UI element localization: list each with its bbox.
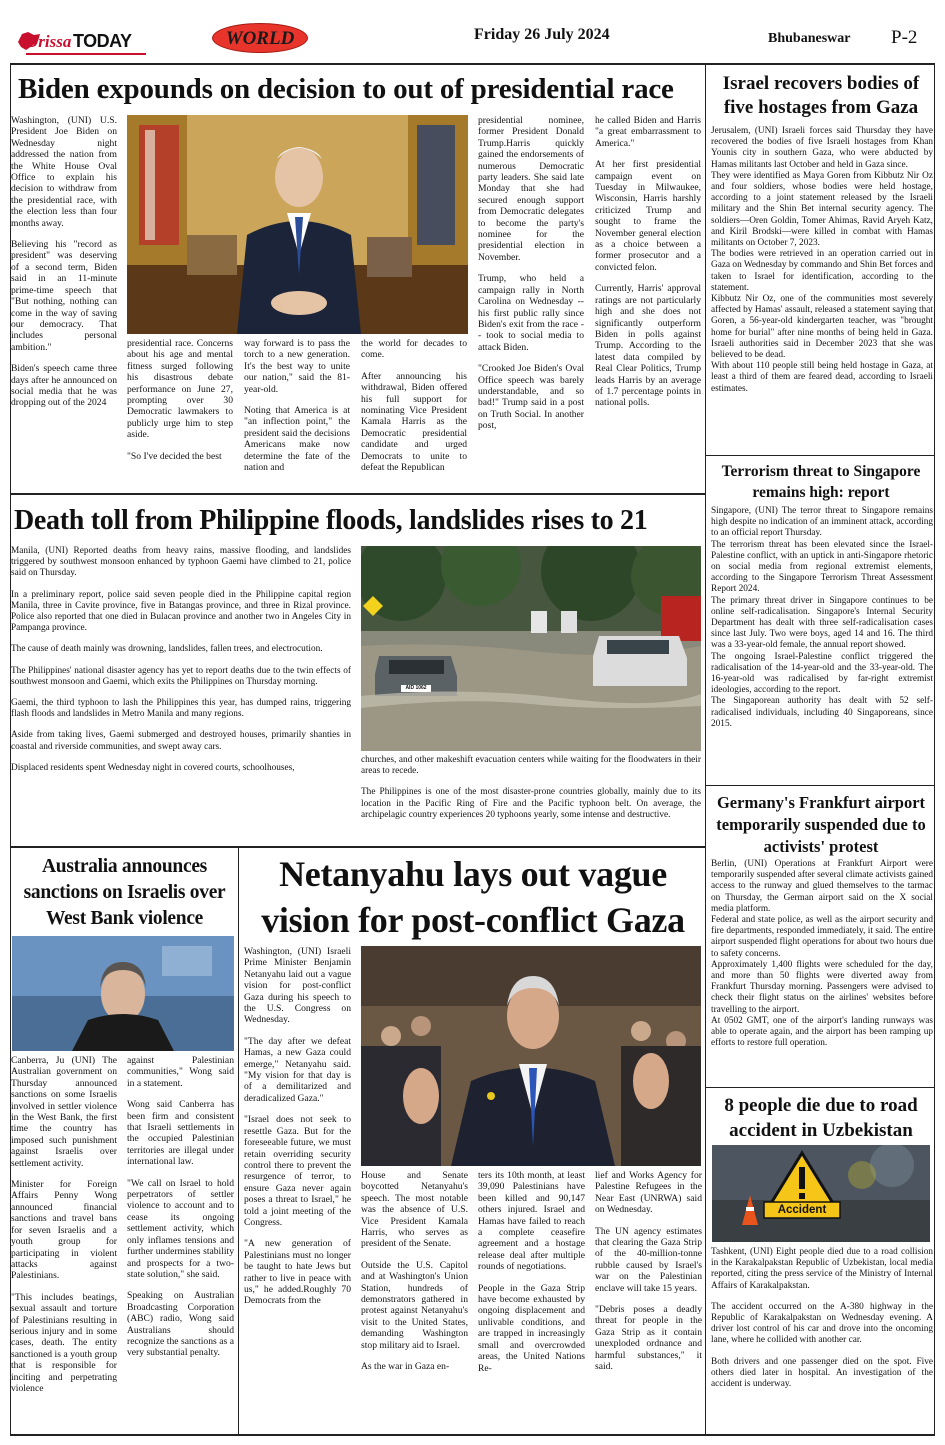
logo-orissa: Orissa	[26, 32, 72, 51]
biden-col-2	[127, 338, 233, 462]
biden-paragraph: way forward is to pass the torch to a new generation. It's the best way to unite our nation," said the 81-year-old.	[244, 338, 350, 395]
page-number: P-2	[891, 27, 918, 48]
israel-paragraph: Kibbutz Nir Oz, one of the communities most severely affected by Hamas' assault, released a statement saying that Goren, a 56-year-old kindergarten teacher, was "brought home for burial" after nine months of being held in Gaza. Israeli authorities said in December 2023 that she was believed to be dead.	[711, 294, 933, 361]
biden-paragraph: Believing his "record as president" was deserving of a second term, Biden said in an 11-minute prime-time speech that "But nothing, nothing can come in the way of saving our democracy. That includes personal ambition."	[11, 239, 117, 353]
netanyahu-paragraph: The UN agency estimates that clearing the Gaza Strip of the 40-million-tonne rubble caused by Israel's war on the Palestinian enclave will take 15 years.	[595, 1225, 702, 1294]
israel-headline: Israel recovers bodies of five hostages from Gaza	[722, 73, 920, 118]
floods-paragraph: The cause of death mainly was drowning, landslides, fallen trees, and electrocution.	[11, 644, 323, 655]
city-name: Bhubaneswar	[768, 31, 851, 46]
netanyahu-paragraph: "Israel does not seek to resettle Gaza. But for the foreseeable future, we must retain overriding security control there to prevent the resurgence of terror, to ensure Gaza never again poses a threat to Israel," he told a joint meeting of the Congress.	[244, 1114, 351, 1228]
biden-col-3	[244, 338, 350, 473]
floods-paragraph: churches, and other makeshift evacuation centers while waiting for the floodwaters in their areas to recede.	[361, 755, 701, 777]
newspaper-logo[interactable]	[16, 26, 151, 60]
accident-sign-photo	[712, 1145, 930, 1242]
section-label: WORLD	[225, 28, 295, 49]
issue-date: Friday 26 July 2024	[474, 26, 610, 43]
biden-col-4	[361, 338, 467, 473]
floods-paragraph: The Philippines is one of the most disaster-prone countries globally, mainly due to its location in the Pacific Ring of Fire and the Pacific typhoon belt. On average, the archipelagic country experiences 20 typhoons yearly, some intense and destructive.	[361, 787, 701, 820]
singapore-body	[711, 506, 933, 730]
uzbek-paragraph: Tashkent, (UNI) Eight people died due to a road collision in the Karakalpakstan Republic of Uzbekistan, local media reported, citing the press service of the Ministry of Internal Affairs of Karakalpakstan.	[711, 1247, 933, 1291]
biden-paragraph: he called Biden and Harris "a great embarrassment to America."	[595, 115, 701, 149]
flood-street-photo	[361, 546, 701, 751]
singapore-paragraph: The terrorism threat has been elevated since the Israel-Palestine conflict, with an uptick in anti-Singapore rhetoric on social media from regional extremist elements, according to the Singapore Terrorism Threat Assessment Report 2024.	[711, 539, 933, 595]
biden-paragraph: Biden's speech came three days after he announced on social media that he was dropping out of the 2024	[11, 363, 117, 409]
netanyahu-paragraph: As the war in Gaza en-	[361, 1361, 450, 1373]
australia-paragraph: "We call on Israel to hold perpetrators of settler violence to account and to cease its ongoing settlement activity, which only inflames tensions and further undermines stability and prospects for a two-state solution," she said.	[127, 1177, 234, 1280]
floods-paragraph: Manila, (UNI) Reported deaths from heavy rains, massive flooding, and landslides triggered by southwest monsoon enhanced by typhoon Gaemi have climbed to 21, police said on Thursday.	[11, 546, 351, 579]
biden-paragraph: presidential nominee, former President Donald Trump.Harris quickly gained the endorsements of numerous Democratic party leaders. She said late Monday that she had secured enough support from Democratic delegates to become the party's nominee for the presidential election in November.	[478, 115, 584, 263]
biden-paragraph: "So I've decided the best	[127, 450, 222, 462]
australia-paragraph: Canberra, Ju (UNI) The Australian government on Thursday announced sanctions on some Israelis involved in settler violence in the West Bank, the first time the country has imposed such punishment against Israelis over settlement activity.	[11, 1055, 117, 1169]
israel-paragraph: They were identified as Maya Goren from Kibbutz Nir Oz and four soldiers, whose bodies were held hostage, according to a joint statement released by the Israeli military and the Shin Bet internal security agency. The soldiers—Oren Goldin, Tomer Ahimas, Ravid Aryeh Katz, and Kiril Brodski—were killed in combat with Hamas militants on October 7, 2023.	[711, 170, 933, 249]
floods-paragraph: Displaced residents spent Wednesday night in covered courts, schoolhouses,	[11, 762, 295, 773]
australia-divider	[238, 848, 239, 1435]
sidebar-rule-2	[706, 785, 934, 786]
frankfurt-paragraph: Federal and state police, as well as the airport security and fire departments, responded immediately, it said. The entire airport suspended flight operations for about two hours due to safety concerns.	[711, 915, 933, 959]
section-badge	[212, 23, 308, 53]
frankfurt-paragraph: Berlin, (UNI) Operations at Frankfurt Airport were temporarily suspended after several climate activists gained access to the runway and glued themselves to the tarmac on Thursday, the German airport said on the X social media platform.	[711, 859, 934, 914]
frankfurt-paragraph: At 0502 GMT, one of the airport's landing runways was able to operate again, and the airport has been ramping up efforts to restore full operation.	[711, 1015, 933, 1049]
netanyahu-paragraph: People in the Gaza Strip have become exhausted by ongoing displacement and unlivable conditions, and are trapped in increasingly small and overcrowded areas, the United Nations Re-	[478, 1282, 585, 1374]
australia-col-2	[127, 1055, 234, 1359]
biden-paragraph: Noting that America is at "an inflection point," the president said the decisions Americans make now determine the fate of the nation and	[244, 405, 350, 474]
floods-right-col	[361, 755, 701, 821]
flood-photo-illustration	[361, 546, 701, 751]
singapore-paragraph: Singapore, (UNI) The terror threat to Singapore remains high despite no indication of an imminent attack, according to an official report Thursday.	[711, 506, 933, 539]
singapore-paragraph: The primary threat driver in Singapore continues to be online self-radicalisation. Singapore's Internal Security Department has dealt with three self-radicalisation cases since last July. Two were boys, aged 14 and 16. The third was a 33-year-old female, the annual report showed.	[711, 595, 933, 651]
uzbek-headline: 8 people die due to road accident in Uzbekistan	[724, 1095, 918, 1141]
israel-paragraph: The bodies were retrieved in an operation carried out in Gaza on Wednesday by commando and Shin Bet forces and taken to Israel for identification, according to the statement.	[711, 249, 933, 293]
australia-paragraph: Minister for Foreign Affairs Penny Wong announced financial sanctions and travel bans for seven Israelis and a youth group for participating in violent attacks against Palestinians.	[11, 1179, 117, 1282]
biden-col-6	[595, 115, 701, 409]
penny-wong-photo	[12, 936, 234, 1051]
israel-body	[711, 126, 933, 395]
biden-oval-office-photo	[127, 115, 468, 334]
singapore-paragraph: The Singaporean authority has dealt with 52 self-radicalised individuals, including 40 Singaporeans, since 2015.	[711, 696, 933, 729]
netanyahu-paragraph: "A new generation of Palestinians must no longer be taught to hate Jews but rather to live in peace with us," he added.Roughly 70 Democrats from the	[244, 1238, 351, 1307]
biden-bottom-rule	[10, 493, 705, 495]
biden-paragraph: At her first presidential campaign event on Tuesday in Milwaukee, Wisconsin, Harris harshly criticized Trump and sought to frame the November general election as a choice between a former prosecutor and a convicted felon.	[595, 159, 701, 273]
wong-photo-illustration	[12, 936, 234, 1051]
accident-sign-label: Accident	[777, 1204, 827, 1216]
accident-photo-illustration	[712, 1145, 930, 1242]
israel-paragraph: With about 110 people still being held hostage in Gaza, at least a third of them are feared dead, according to Israeli estimates.	[711, 361, 933, 394]
floods-paragraph: The Philippines' national disaster agency has yet to report deaths due to the twin effects of southwest monsoon and Gaemi, which exits the Philippines on Thursday morning.	[11, 665, 351, 687]
israel-paragraph: Jerusalem, (UNI) Israeli forces said Thursday they have recovered the bodies of five Israeli hostages from Khan Younis city in southern Gaza, who were abducted by Hamas militants last October and held in Gaza since.	[711, 126, 933, 170]
netanyahu-paragraph: lief and Works Agency for Palestine Refugees in the Near East (UNRWA) said on Wednesday.	[595, 1170, 702, 1216]
floods-headline: Death toll from Philippine floods, landslides rises to 21	[14, 505, 648, 536]
logo-underline	[26, 53, 146, 55]
uzbek-body	[711, 1247, 933, 1390]
biden-headline: Biden expounds on decision to out of presidential race	[18, 73, 674, 105]
netanyahu-photo-illustration	[361, 946, 701, 1166]
biden-paragraph: Currently, Harris' approval ratings are not particularly high and she does not significantly outperform Biden in polls against Trump. According to the latest data compiled by Real Clear Politics, Trump leads Harris by an average of 1.7 percentage points in national polls.	[595, 283, 701, 409]
frankfurt-headline: Germany's Frankfurt airport temporarily suspended due to activists' protest	[716, 793, 926, 856]
biden-paragraph: the world for decades to come.	[361, 338, 467, 361]
netanyahu-congress-photo	[361, 946, 701, 1166]
netanyahu-paragraph: Washington, (UNI) Israeli Prime Minister Benjamin Netanyahu laid out a vague vision for post-conflict Gaza during his speech to the U.S. Congress on Wednesday.	[244, 946, 351, 1026]
floods-paragraph: Aside from taking lives, Gaemi submerged and destroyed houses, primarily shanties in coastal and riverside communities, and swept away cars.	[11, 730, 351, 752]
floods-paragraph: Gaemi, the third typhoon to lash the Philippines this year, has dumped rains, triggering flash floods and landslides in Metro Manila and many regions.	[11, 698, 351, 720]
netanyahu-col-2	[361, 1170, 468, 1373]
netanyahu-col-3	[478, 1170, 585, 1374]
biden-paragraph: After announcing his withdrawal, Biden offered his full support for nominating Vice President Kamala Harris as the Democratic presidential candidate and urged Democrats to unite to defeat the Republican	[361, 370, 467, 474]
frankfurt-paragraph: Approximately 1,400 flights were scheduled for the day, and more than 50 flights were diverted away from Frankfurt Thursday morning. Passengers were advised to check their flight status on the airlines' websites before travelling to the airport.	[711, 959, 933, 1015]
australia-paragraph: "This includes beatings, sexual assault and torture of Palestinians resulting in serious injury and in some cases, death. The entity sanctioned is a youth group that is responsible for inciting and perpetrating violence	[11, 1291, 117, 1394]
biden-paragraph: "Crooked Joe Biden's Oval Office speech was barely understandable, and so bad!" Trump said in a post on Truth Social. In another post,	[478, 363, 584, 432]
netanyahu-paragraph: House and Senate boycotted Netanyahu's speech. The most notable was the absence of U.S. Vice President Kamala Harris, who serves as president of the Senate.	[361, 1170, 468, 1250]
netanyahu-col-1	[244, 946, 351, 1307]
netanyahu-paragraph: "Debris poses a deadly threat for people in the Gaza Strip as it contain unexploded ordnance and harmful substances," it said.	[595, 1304, 702, 1373]
biden-col-5	[478, 115, 584, 432]
netanyahu-paragraph: ters its 10th month, at least 39,090 Palestinians have been killed and 90,147 others injured. Israel and Hamas have failed to reach a complete ceasefire agreement and a hostage release deal after multiple rounds of negotiations.	[478, 1170, 585, 1273]
uzbek-paragraph: Both drivers and one passenger died on the spot. Five others died later in hospital. An investigation of the accident is underway.	[711, 1356, 933, 1390]
sidebar-divider	[705, 63, 706, 1436]
floods-left-col	[11, 546, 351, 774]
australia-headline: Australia announces sanctions on Israelis over West Bank violence	[23, 856, 226, 929]
biden-paragraph: presidential race. Concerns about his age and mental fitness surged following his disastrous debate performance on June 27, prompting over 30 Democratic lawmakers to publicly urge him to step aside.	[127, 338, 233, 441]
logo-today: TODAY	[73, 31, 132, 51]
netanyahu-col-4	[595, 1170, 702, 1373]
sidebar-rule-1	[706, 455, 934, 456]
australia-paragraph: Speaking on Australian Broadcasting Corporation (ABC) radio, Wong said Australians should recognize the sanctions as a very substantial penalty.	[127, 1290, 234, 1359]
australia-paragraph: against Palestinian communities," Wong said in a statement.	[127, 1055, 234, 1089]
car-plate: AID 1062	[405, 685, 427, 691]
biden-paragraph: Washington, (UNI) U.S. President Joe Biden on Wednesday night addressed the nation from the White House Oval Office to explain his decision to withdraw from the presidential race, with the election less than four months away.	[11, 115, 117, 229]
frame-top-rule	[10, 63, 935, 65]
floods-bottom-rule	[10, 846, 705, 848]
netanyahu-paragraph: Outside the U.S. Capitol and at Washington's Union Station, hundreds of demonstrators gathered in protest against Netanyahu's visit to the United States, demanding Washington stop military aid to Israel.	[361, 1259, 468, 1351]
masthead	[0, 0, 945, 64]
frame-right-rule	[934, 63, 935, 1436]
singapore-paragraph: The ongoing Israel-Palestine conflict triggered the radicalisation of the 14-year-old and the 33-year-old. The 16-year-old was radicalised by far-right extremist ideologies, according to the report.	[711, 651, 933, 696]
netanyahu-headline: Netanyahu lays out vague vision for post-conflict Gaza	[261, 854, 685, 940]
biden-col-1	[11, 115, 117, 409]
australia-paragraph: Wong said Canberra has been firm and consistent that Israeli settlements in the occupied Palestinian territories are illegal under international law.	[127, 1099, 234, 1168]
australia-col-1	[11, 1055, 117, 1394]
floods-paragraph: In a preliminary report, police said seven people died in the Philippine capital region Manila, three in Cavite province, five in Batangas province, and three in Rizal province. Police also reported that one died in Bulacan province and another two in Angeles City in Pampanga province.	[11, 589, 351, 634]
frankfurt-body	[711, 859, 933, 1049]
sidebar-rule-3	[706, 1087, 934, 1088]
singapore-headline: Terrorism threat to Singapore remains high: report	[721, 463, 921, 501]
netanyahu-paragraph: "The day after we defeat Hamas, a new Gaza could emerge," Netanyahu said. "My vision for that day is of a demilitarized and deradicalized Gaza."	[244, 1035, 351, 1104]
biden-paragraph: Trump, who held a campaign rally in North Carolina on Wednesday -- his first public rally since Biden's exit from the race -- took to social media to attack Biden.	[478, 273, 584, 353]
uzbek-paragraph: The accident occurred on the A-380 highway in the Republic of Karakalpakstan on Wednesday evening. A driver lost control of his car and drove into the oncoming lane, where he collided with another car.	[711, 1301, 933, 1346]
biden-photo-illustration	[127, 115, 468, 334]
frame-bottom-rule	[10, 1434, 935, 1436]
